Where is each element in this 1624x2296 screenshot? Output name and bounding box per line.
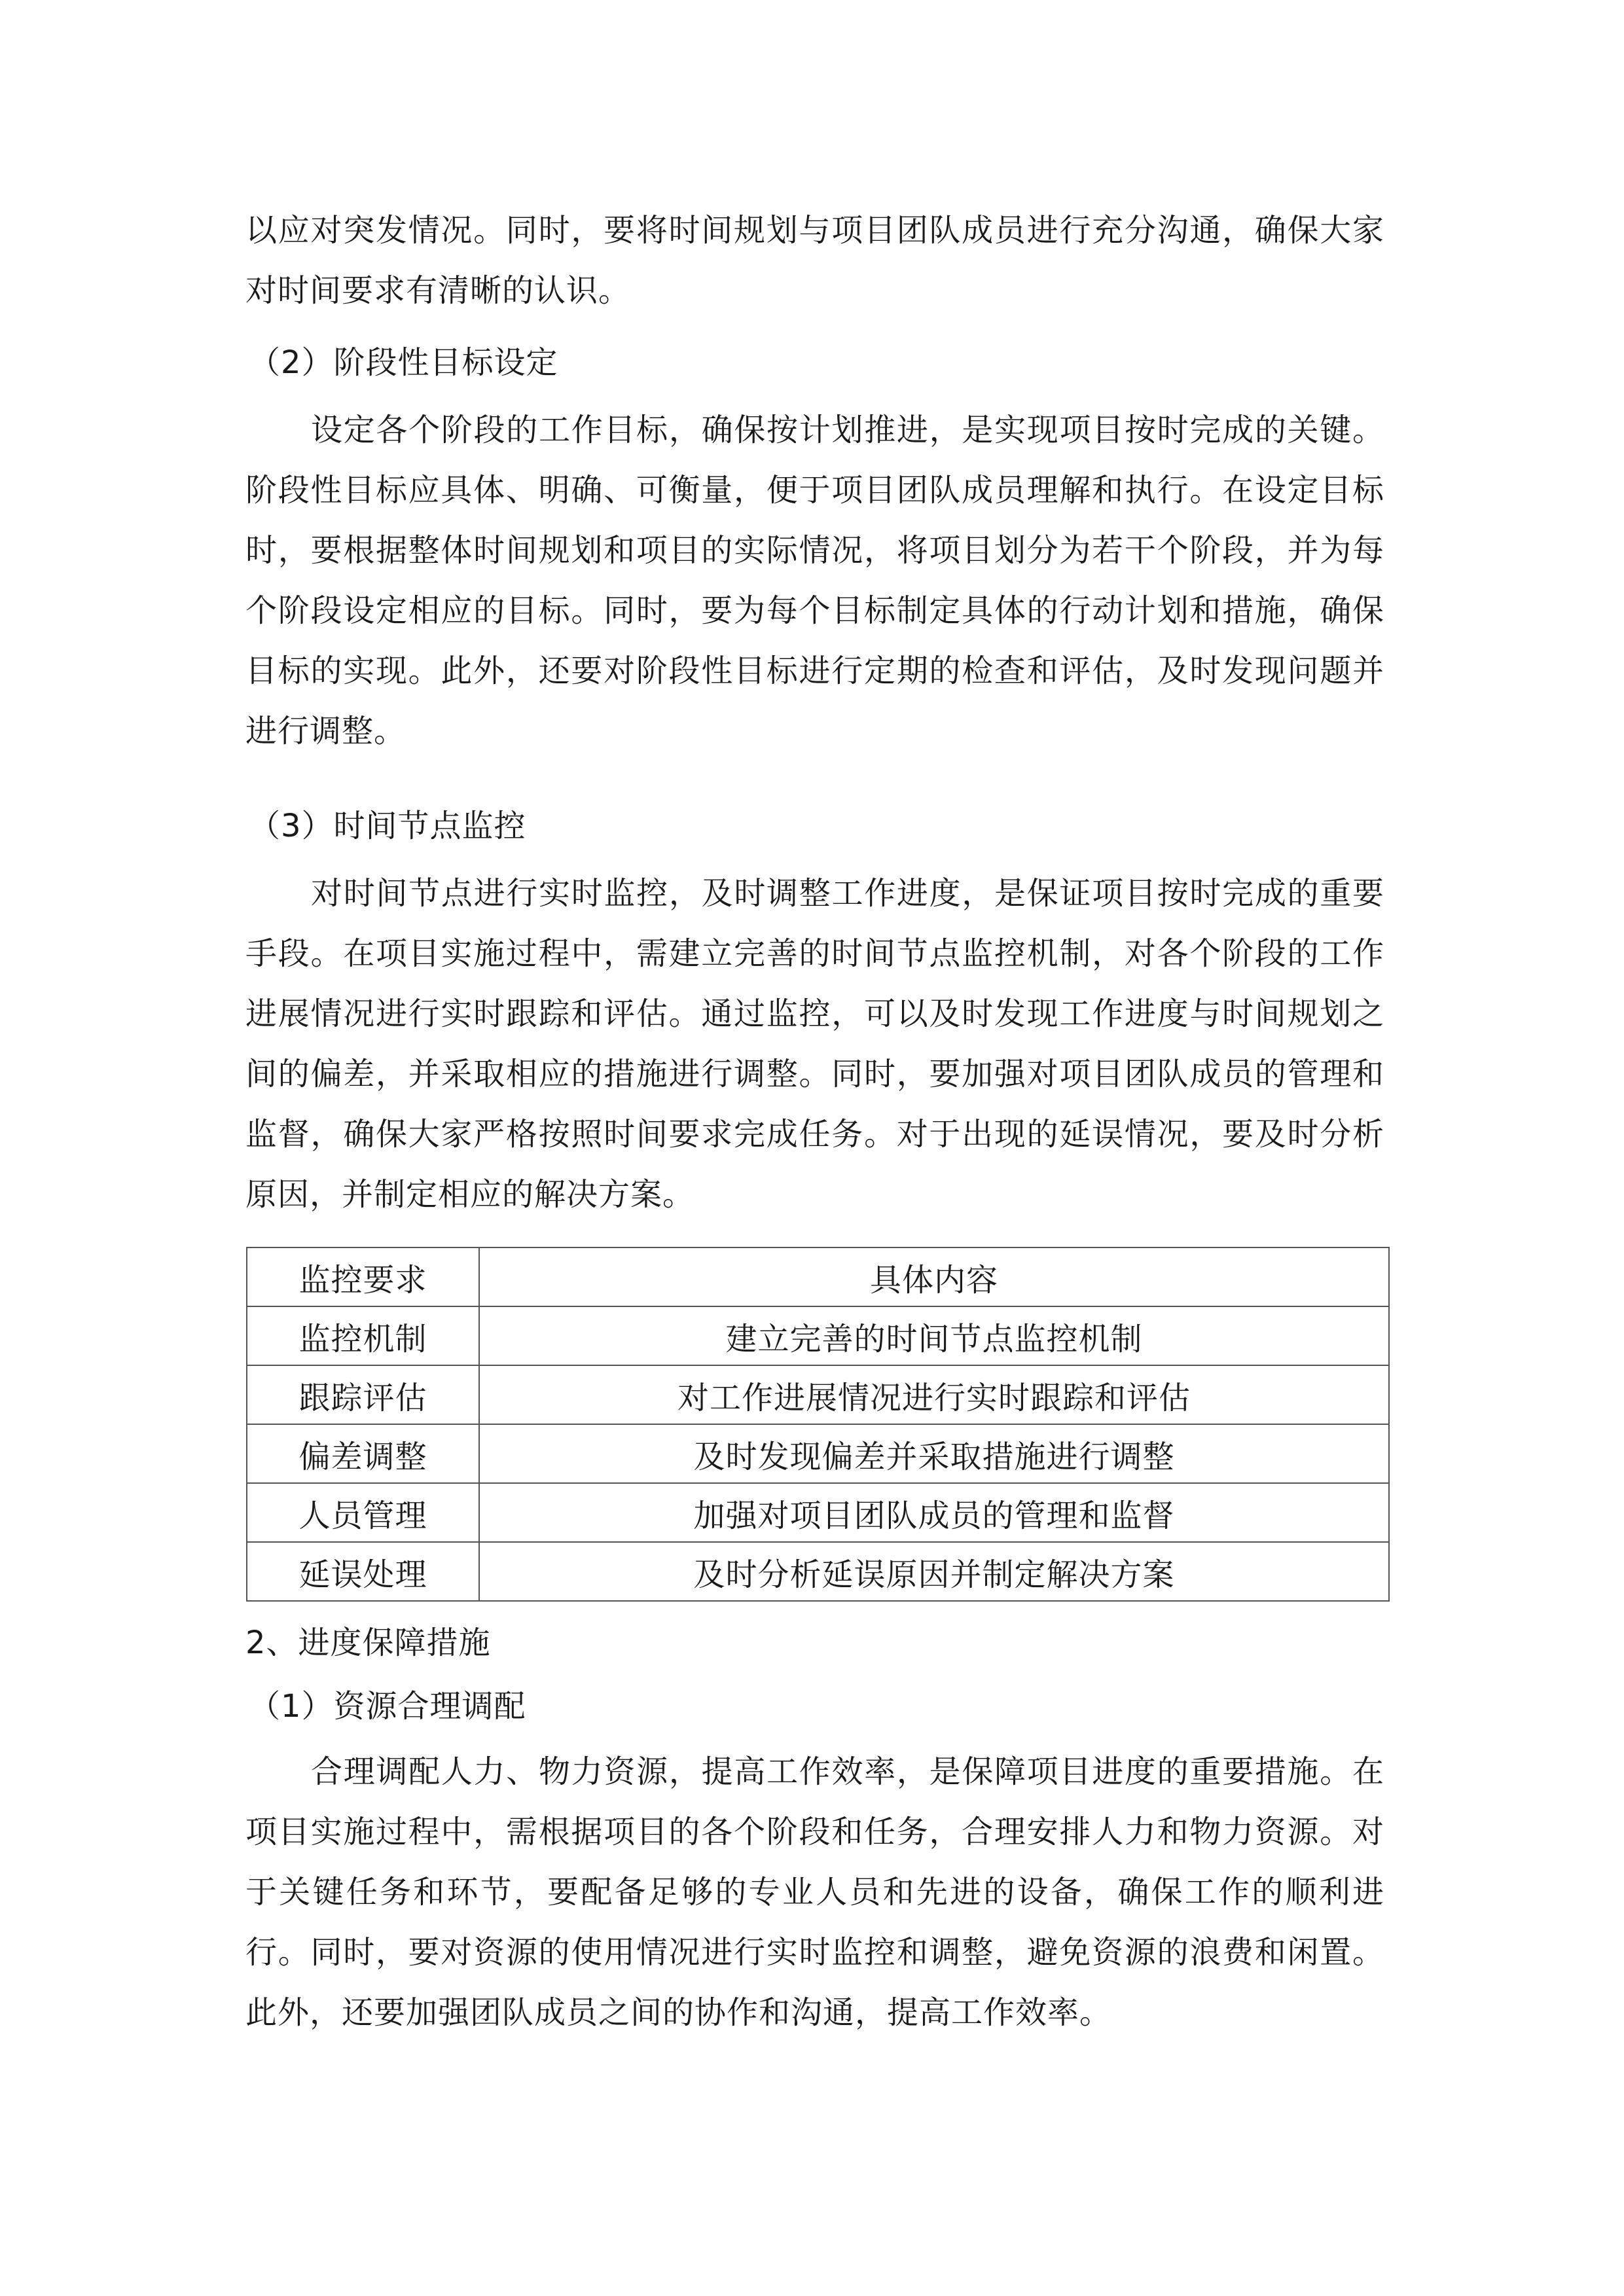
table-row (247, 1483, 1389, 1542)
table-cell: 对工作进展情况进行实时跟踪和评估 (479, 1365, 1389, 1424)
table-row (247, 1424, 1389, 1483)
table-header-cell: 监控要求 (247, 1247, 479, 1306)
monitoring-table (246, 1247, 1390, 1602)
table-row (247, 1542, 1389, 1601)
table-cell: 跟踪评估 (247, 1365, 479, 1424)
table-cell: 及时发现偏差并采取措施进行调整 (479, 1424, 1389, 1483)
table-cell: 人员管理 (247, 1483, 479, 1542)
table-cell: 加强对项目团队成员的管理和监督 (479, 1483, 1389, 1542)
paragraph-resources: 合理调配人力、物力资源，提高工作效率，是保障项目进度的重要措施。在项目实施过程中，需根据项目的各个阶段和任务，合理安排人力和物力资源。对于关键任务和环节，要配备足够的专业人员和先进的设备，确保工作的顺利进行。同时，要对资源的使用情况进行实时监控和调整，避免资源的浪费和闲置。此外，还要加强团队成员之间的协作和沟通，提高工作效率。 (245, 1753, 1384, 2031)
table-cell: 监控机制 (247, 1306, 479, 1365)
table-header-cell: 具体内容 (479, 1247, 1389, 1306)
paragraph-time-monitor: 对时间节点进行实时监控，及时调整工作进度，是保证项目按时完成的重要手段。在项目实施过程中，需建立完善的时间节点监控机制，对各个阶段的工作进展情况进行实时跟踪和评估。通过监控，可以及时发现工作进度与时间规划之间的偏差，并采取相应的措施进行调整。同时，要加强对项目团队成员的管理和监督，确保大家严格按照时间要求完成任务。对于出现的延误情况，要及时分析原因，并制定相应的解决方案。 (245, 875, 1384, 1213)
table-cell: 建立完善的时间节点监控机制 (479, 1306, 1389, 1365)
table-row (247, 1365, 1389, 1424)
paragraph-stage-goals: 设定各个阶段的工作目标，确保按计划推进，是实现项目按时完成的关键。阶段性目标应具体、明确、可衡量，便于项目团队成员理解和执行。在设定目标时，要根据整体时间规划和项目的实际情况，将项目划分为若干个阶段，并为每个阶段设定相应的目标。同时，要为每个目标制定具体的行动计划和措施，确保目标的实现。此外，还要对阶段性目标进行定期的检查和评估，及时发现问题并进行调整。 (245, 412, 1384, 749)
table-cell: 及时分析延误原因并制定解决方案 (479, 1542, 1389, 1601)
table-header-row (247, 1247, 1389, 1306)
paragraph-intro: 以应对突发情况。同时，要将时间规划与项目团队成员进行充分沟通，确保大家对时间要求有清晰的认识。 (245, 212, 1384, 309)
section-heading-resource-allocation: （1）资源合理调配 (249, 1688, 526, 1725)
section-heading-stage-goals: （2）阶段性目标设定 (249, 344, 558, 381)
table-row (247, 1306, 1389, 1365)
section-heading-time-monitor: （3）时间节点监控 (249, 808, 526, 844)
table-cell: 偏差调整 (247, 1424, 479, 1483)
section-heading-progress-assurance: 2、进度保障措施 (245, 1624, 491, 1661)
table-cell: 延误处理 (247, 1542, 479, 1601)
